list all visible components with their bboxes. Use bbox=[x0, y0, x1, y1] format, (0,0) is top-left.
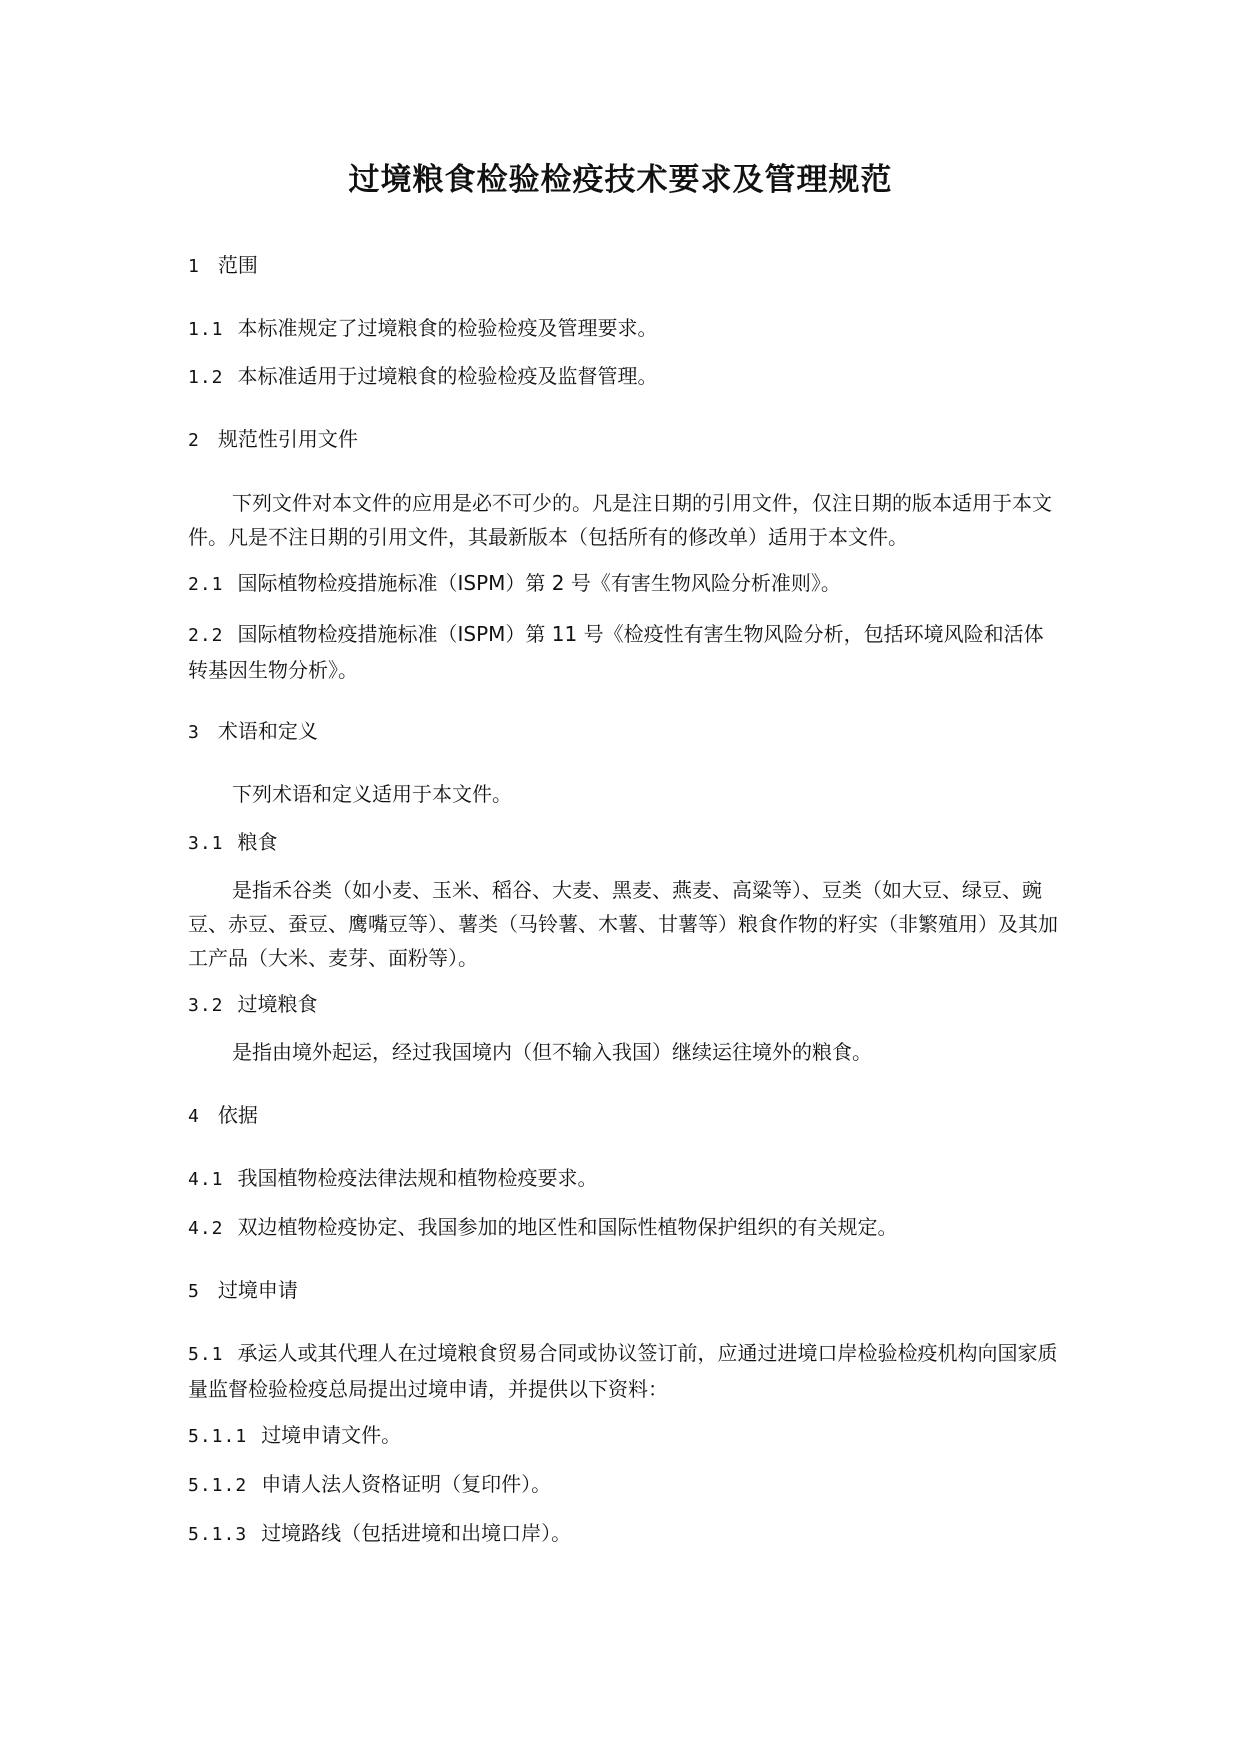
clause-text: 承运人或其代理人在过境粮食贸易合同或协议签订前，应通过进境口岸检验检疫机构向国家质量监督检验检疫总局提出过境申请，并提供以下资料： bbox=[188, 1341, 1058, 1401]
clause-text: 申请人法人资格证明（复印件）。 bbox=[261, 1472, 552, 1496]
clause-2-2 bbox=[188, 617, 1058, 687]
clause-number: 2.2 bbox=[188, 625, 224, 646]
section-heading-4 bbox=[188, 1100, 1058, 1132]
clause-number: 1.2 bbox=[188, 367, 224, 388]
clause-number: 5.1.2 bbox=[188, 1475, 248, 1496]
paragraph-terms-intro: 下列术语和定义适用于本文件。 bbox=[232, 782, 512, 806]
clause-number: 4.2 bbox=[188, 1218, 224, 1239]
term-definition-3-1: 是指禾谷类（如小麦、玉米、稻谷、大麦、黑麦、燕麦、高粱等）、豆类（如大豆、绿豆、豌豆、赤豆、蚕豆、鹰嘴豆等）、薯类（马铃薯、木薯、甘薯等）粮食作物的籽实（非繁殖用）及其加工产品（大米、麦芽、面粉等）。 bbox=[188, 878, 1058, 970]
term-label: 粮食 bbox=[237, 830, 278, 854]
section-number: 4 bbox=[188, 1106, 200, 1127]
paragraph-references-intro: 下列文件对本文件的应用是必不可少的。凡是注日期的引用文件，仅注日期的版本适用于本文件。凡是不注日期的引用文件，其最新版本（包括所有的修改单）适用于本文件。 bbox=[188, 491, 1052, 549]
clause-2-1 bbox=[188, 568, 1058, 600]
section-heading-3 bbox=[188, 716, 1058, 748]
clause-text: 国际植物检疫措施标准（ISPM）第 2 号《有害生物风险分析准则》。 bbox=[237, 571, 841, 595]
clause-text: 本标准适用于过境粮食的检验检疫及监督管理。 bbox=[237, 364, 658, 388]
clause-number: 3.2 bbox=[188, 995, 224, 1016]
clause-number: 5.1 bbox=[188, 1344, 224, 1365]
section-label: 过境申请 bbox=[217, 1278, 298, 1302]
section-number: 3 bbox=[188, 722, 200, 743]
clause-1-2 bbox=[188, 361, 1058, 393]
clause-number: 1.1 bbox=[188, 319, 224, 340]
section-label: 依据 bbox=[217, 1103, 258, 1127]
section-heading-5 bbox=[188, 1275, 1058, 1307]
section-number: 1 bbox=[188, 256, 200, 277]
term-heading-3-1 bbox=[188, 827, 1058, 859]
clause-text: 国际植物检疫措施标准（ISPM）第 11 号《检疫性有害生物风险分析，包括环境风险和活体转基因生物分析》。 bbox=[188, 622, 1044, 682]
term-definition-3-2: 是指由境外起运，经过我国境内（但不输入我国）继续运往境外的粮食。 bbox=[232, 1040, 872, 1064]
term-label: 过境粮食 bbox=[237, 992, 318, 1016]
section-number: 2 bbox=[188, 430, 200, 451]
section-label: 术语和定义 bbox=[217, 719, 318, 743]
clause-text: 双边植物检疫协定、我国参加的地区性和国际性植物保护组织的有关规定。 bbox=[237, 1215, 898, 1239]
clause-1-1 bbox=[188, 313, 1058, 345]
clause-text: 我国植物检疫法律法规和植物检疫要求。 bbox=[237, 1166, 598, 1190]
clause-number: 2.1 bbox=[188, 574, 224, 595]
clause-5-1-2 bbox=[188, 1469, 1058, 1501]
clause-5-1 bbox=[188, 1336, 1058, 1406]
clause-5-1-3 bbox=[188, 1518, 1058, 1550]
section-number: 5 bbox=[188, 1281, 200, 1302]
clause-text: 过境路线（包括进境和出境口岸）。 bbox=[261, 1521, 572, 1545]
clause-text: 本标准规定了过境粮食的检验检疫及管理要求。 bbox=[237, 316, 658, 340]
term-heading-3-2 bbox=[188, 989, 1058, 1021]
clause-4-2 bbox=[188, 1212, 1058, 1244]
section-label: 规范性引用文件 bbox=[217, 427, 358, 451]
clause-4-1 bbox=[188, 1163, 1058, 1195]
section-heading-2 bbox=[188, 424, 1058, 456]
clause-number: 4.1 bbox=[188, 1169, 224, 1190]
clause-5-1-1 bbox=[188, 1420, 1058, 1452]
clause-number: 5.1.3 bbox=[188, 1524, 248, 1545]
clause-number: 3.1 bbox=[188, 833, 224, 854]
clause-text: 过境申请文件。 bbox=[261, 1423, 402, 1447]
section-heading-1 bbox=[188, 250, 1058, 282]
section-label: 范围 bbox=[217, 253, 258, 277]
clause-number: 5.1.1 bbox=[188, 1426, 248, 1447]
document-title: 过境粮食检验检疫技术要求及管理规范 bbox=[348, 162, 893, 198]
